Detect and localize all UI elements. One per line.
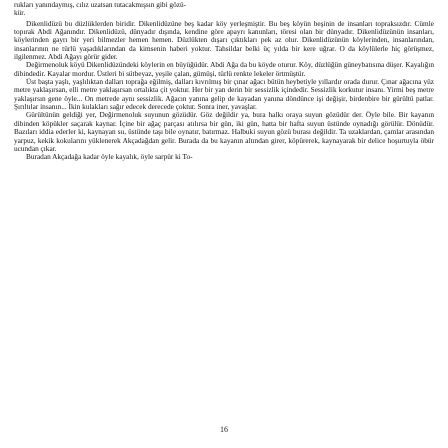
lead-continuation: kür. bbox=[14, 8, 26, 18]
page-number: 16 bbox=[220, 425, 228, 434]
paragraph-3: Üst başta yaşlı, yaşlılıktan dalları toprağa eğilmiş, dalları kıvrılmış bir çınar ağacı bütün heybetiyle yıllardır orada durur. Çınar ağacına yüz metre yaklaşırsan, elli metre yaklaşırsan ortalıkta çit yoktur. Her bir yan derin bir sessizlik içindedir. Sessizlik korkutur insanı. Yirmi beş metre yaklaşırsın gene öyle... On metrede aynı sessizlik. Ağacın yanına gelip de kayadan yanına döndünce işi değişir, birdenbire bir gürültü patlar. Şırıltılar insanın... İkin kulakları sağır edecek derecede çoktur. Sonra iner, yavaşlar. bbox=[14, 77, 434, 112]
paragraph-5: Buradan Akçadağa kadar öyle kayalık, öyle sarpür ki To- bbox=[26, 152, 193, 162]
paragraph-2: Değirmenoluk köyü Dikenlidüzündeki köylerin en büyüğüdür. Abdi Ağa da bu köyde oturur. Köy, düzlüğün güneybatısına düşer. Kayalığın dibindedir. Kayalar mordur. Üstleri bi sütbeyaz, yeşile çalan, gümüşi, türlü renkte lekeler örtmüştür. bbox=[14, 60, 434, 78]
page-top-line bbox=[14, 1, 434, 18]
lead-text: rukları yanındaymış, cılız uzatsan tutacakmışsın gibi gözü- bbox=[14, 0, 187, 9]
book-page bbox=[14, 0, 434, 448]
paragraph-1: Dikenlidüzü bu düzlüklerden biridir. Dikenlidüzüne beş kadar köy yerleşmiştir. Bu beş köyün beşinin de insanları topraksızdır. Cümle topırak Abdi Ağanındır. Dikenlidüzü, dünyadır dışında, kendine göre apayrı kanunları, töresi olan bir dünyadır. Dikenlidüzünün insanları, köylerinden gayrı bir yeri bilmezler hemen hemen. Düzlükten dışarı çıktıkları pek az olur. Dikenlidüzünün köylerinden, insanlarından, insanlarının ne türlü yaşadıklarından da kimsenin haberi yoktur. Tahsildar belki üç yılda bir kere uğrar. O da köylülerle hiç görüşmez, ilgilenmez. Abdi Ağayı görür gider. bbox=[14, 18, 434, 62]
paragraph-4: Gürültünün geldiği yer, Değirmenoluk suyunun gözüdür. Göz değildir ya, bura halkı oraya suyun gözüdür der. Öyle bile. Bir kayanın dibinden köpükler saçarak kaynar. İçine bir ağaç parçası atılırsa bir gün, iki gün, hatta bir hafta suyun üstünde oynadığı görülür. Dönüdür. Bazıları iddia ederler ki, kaynayan su, üstünde taşı bile oynatır, batırmaz. Halbuki suyun gözü burası değildir. Ta uzaklardan, çamlar arasından yarpuz, kekik kokularını yüklenerek Akçadağdan gelir. Burada da bu kayanın altından girer, köpürerek, kaynayarak bir delice hoşurtuyla öbür ucundan çıkar. bbox=[14, 110, 434, 153]
